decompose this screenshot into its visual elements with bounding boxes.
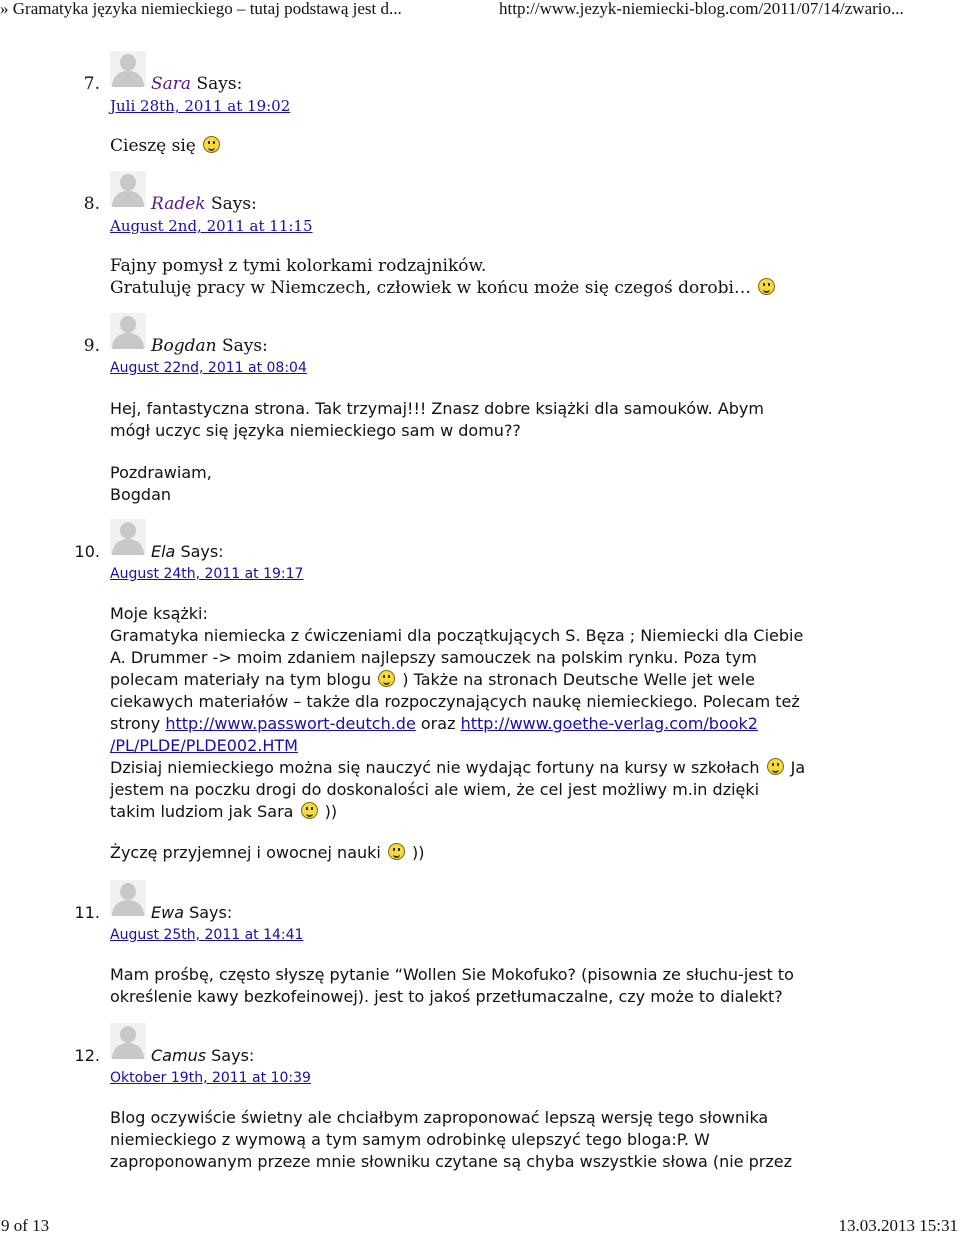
page-title: » Gramatyka języka niemieckiego – tutaj podstawą jest d... — [0, 0, 402, 18]
comment-text: Hej, fantastyczna strona. Tak trzymaj!!! Znasz dobre książki dla samouków. Abym mógł uczyc się języka niemieckiego sam w domu?? Pozdrawiam, Bogdan — [110, 399, 764, 504]
comment-text: Moje ksążki: Gramatyka niemiecka z ćwiczeniami dla początkujących S. Bęza ; Niemiecki dla Ciebie A. Drummer -> moim zdaniem najlepszy samouczek na polskim rynku. Poza tym polecam materiały na tym blogu ) Także na stronach Deutsche Welle jet wele ciekawych materiałów – także dla rozpoczynających naukę niemieckiego. Polecam też strony http://www.passwort-deutch.de oraz http://www.goethe-verlag.com/book2 /PL/PLDE/PLDE002.HTM Dzisiaj niemieckiego można się nauczyć nie wydając fortuny na kursy w szkołach Ja jestem na poczku drogi do doskonalości ale wiem, że cel jest możliwy m.in dzięki takim ludziom jak Sara )) Życzę przyjemnej i owocnej nauki )) — [110, 604, 806, 862]
comment-number: 9. — [83, 336, 100, 356]
avatar — [110, 51, 146, 87]
smiley-icon — [388, 843, 405, 860]
comment-text: Mam prośbę, często słyszę pytanie “Wollen Sie Mokofuko? (pisownia ze słuchu-jest to określenie kawy bezkofeinowej). jest to jakoś przetłumaczalne, czy może to dialekt? — [110, 965, 794, 1006]
comment-number: 8. — [83, 194, 100, 214]
avatar — [110, 880, 146, 916]
comment-date-link[interactable]: August 22nd, 2011 at 08:04 — [110, 360, 307, 376]
author-name: Ela — [151, 542, 176, 561]
comment-text: Blog oczywiście świetny ale chciałbym zaproponować lepszą wersję tego słownika niemieckiego z wymową a tym samym odrobinkę ulepszyć tego bloga:P. W zaproponowanym przeze mnie słowniku czytane są chyba wszystkie słowa (nie przez — [110, 1108, 792, 1171]
comment-date-link[interactable]: August 25th, 2011 at 14:41 — [110, 927, 304, 943]
print-datetime: 13.03.2013 15:31 — [838, 1216, 958, 1235]
comment-author: Ewa Says: — [151, 903, 233, 922]
smiley-icon — [378, 670, 395, 687]
author-link[interactable]: Radek — [151, 194, 206, 214]
comment-date-link[interactable]: August 2nd, 2011 at 11:15 — [110, 217, 313, 235]
page-counter: 9 of 13 — [1, 1216, 50, 1235]
print-header — [0, 0, 960, 20]
smiley-icon — [203, 136, 220, 153]
author-link[interactable]: Sara — [151, 74, 192, 94]
author-name: Camus — [151, 1046, 207, 1065]
avatar — [110, 519, 146, 555]
comment-text: Fajny pomysł z tymi kolorkami rodzajników. Gratuluję pracy w Niemczech, człowiek w końcu może się czegoś dorobi… — [110, 255, 777, 299]
smiley-icon — [301, 802, 318, 819]
avatar — [110, 313, 146, 349]
comment-author: Camus Says: — [151, 1046, 255, 1065]
comment-number: 7. — [83, 74, 100, 94]
comment-author: Sara Says: — [151, 74, 243, 94]
comment-text: Cieszę się — [110, 135, 222, 157]
comment-author: Radek Says: — [151, 194, 257, 214]
comment-author: Bogdan Says: — [151, 336, 268, 356]
author-name: Bogdan — [151, 336, 217, 356]
author-name: Ewa — [151, 903, 184, 922]
passwort-link[interactable]: http://www.passwort-deutch.de — [165, 714, 416, 733]
wink-icon — [767, 758, 784, 775]
page-url: http://www.jezyk-niemiecki-blog.com/2011/07/14/zwario... — [499, 0, 904, 18]
comment-number: 12. — [74, 1046, 100, 1065]
avatar — [110, 171, 146, 207]
avatar — [110, 1023, 146, 1059]
print-footer — [0, 1216, 960, 1238]
smiley-icon — [758, 278, 775, 295]
comment-number: 10. — [74, 542, 100, 561]
goethe-link[interactable]: http://www.goethe-verlag.com/book2 — [460, 714, 758, 733]
goethe-link-cont[interactable]: /PL/PLDE/PLDE002.HTM — [110, 736, 298, 755]
comment-date-link[interactable]: Oktober 19th, 2011 at 10:39 — [110, 1070, 311, 1086]
comment-author: Ela Says: — [151, 542, 224, 561]
comment-date-link[interactable]: August 24th, 2011 at 19:17 — [110, 566, 304, 582]
comment-date-link[interactable]: Juli 28th, 2011 at 19:02 — [110, 97, 291, 115]
comment-number: 11. — [74, 903, 100, 922]
